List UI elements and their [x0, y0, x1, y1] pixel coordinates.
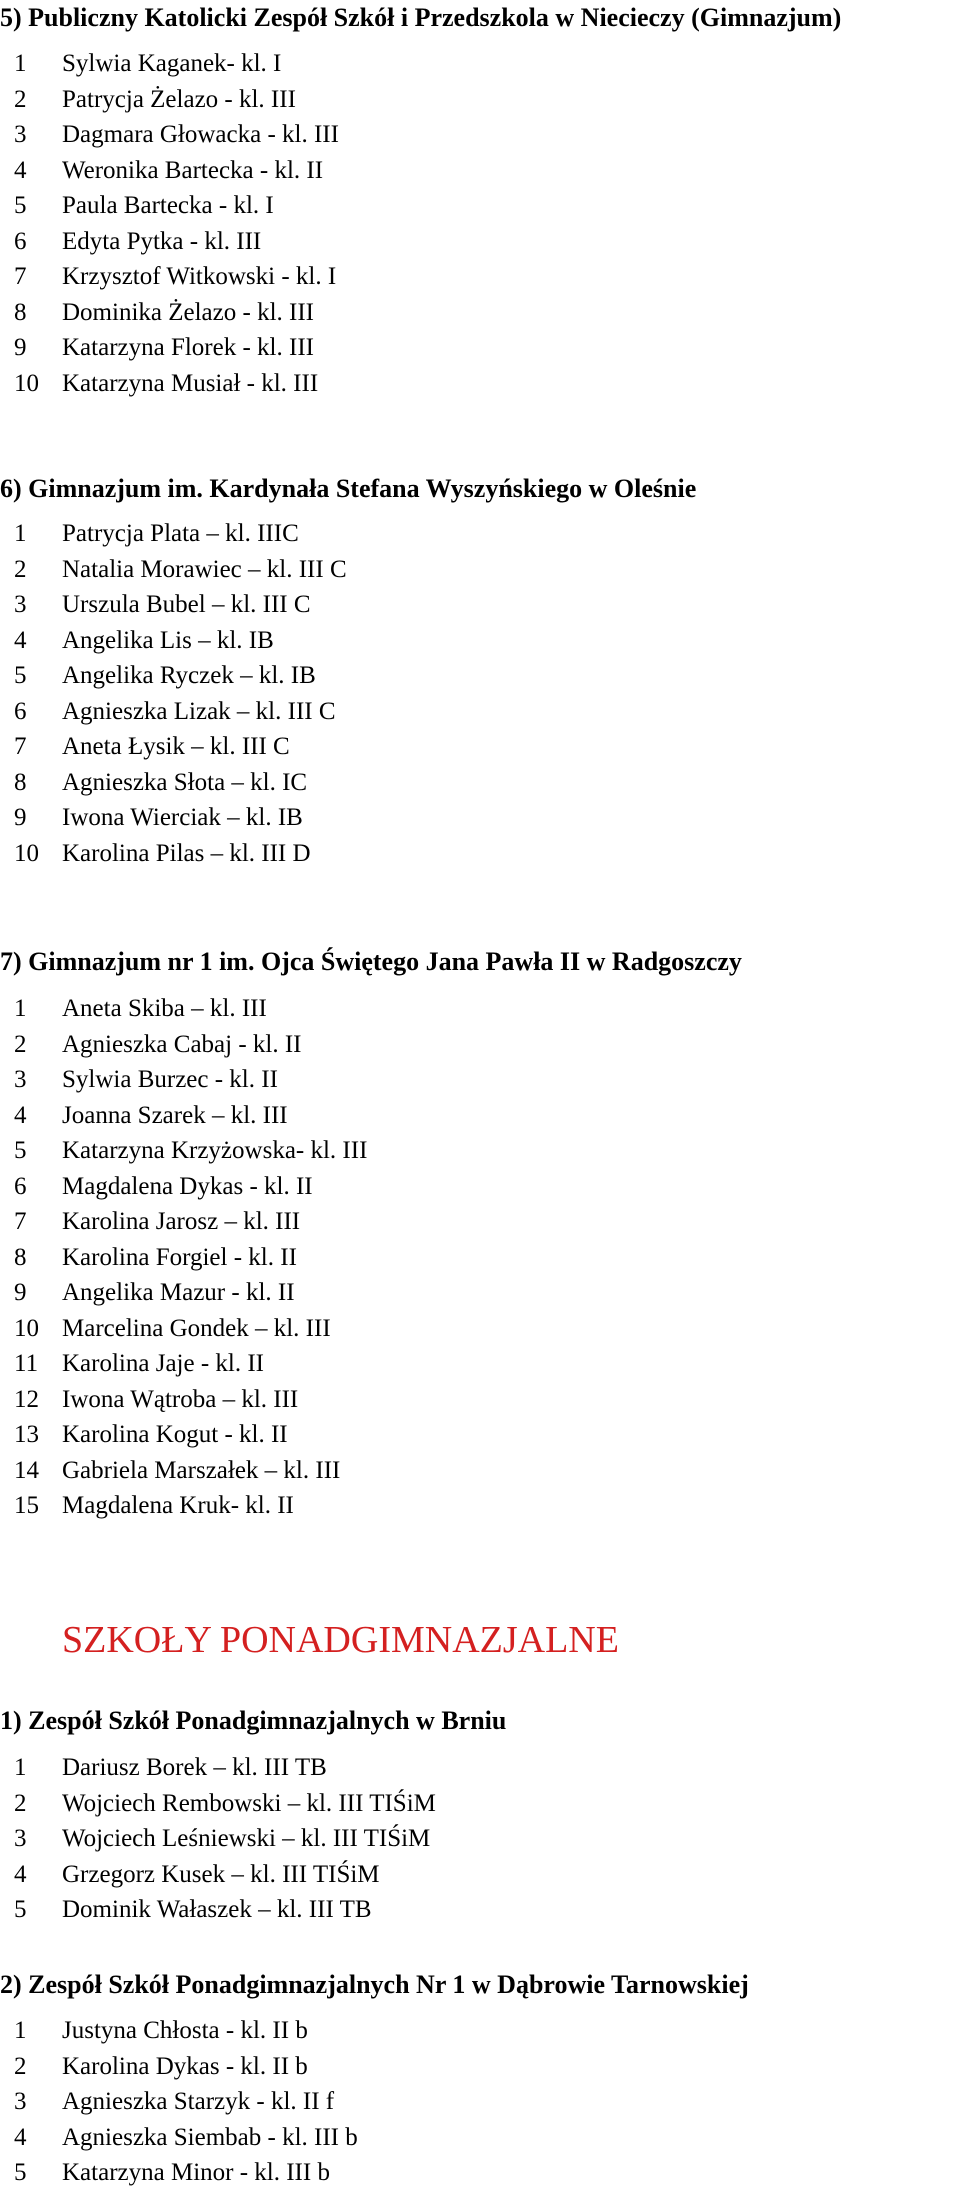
item-number: 10 — [14, 839, 39, 867]
item-number: 15 — [14, 1492, 39, 1519]
item-text: Agnieszka Siembab - kl. III b — [62, 2123, 358, 2151]
item-text: Karolina Kogut - kl. II — [62, 1421, 288, 1448]
item-number: 3 — [14, 121, 27, 148]
item-number: 13 — [14, 1421, 39, 1448]
item-text: Katarzyna Krzyżowska- kl. III — [62, 1137, 368, 1164]
item-text: Joanna Szarek – kl. III — [62, 1101, 288, 1129]
item-text: Magdalena Kruk- kl. II — [62, 1492, 294, 1519]
item-number: 10 — [14, 1314, 39, 1342]
item-text: Marcelina Gondek – kl. III — [62, 1314, 331, 1342]
section-heading-6: 6) Gimnazjum im. Kardynała Stefana Wyszyńskiego w Oleśnie — [0, 474, 697, 503]
item-number: 5 — [14, 1137, 27, 1164]
item-text: Patrycja Plata – kl. IIIC — [62, 520, 299, 547]
item-number: 4 — [14, 626, 27, 654]
item-text: Karolina Pilas – kl. III D — [62, 839, 311, 867]
section-heading-dabrowa: 2) Zespół Szkół Ponadgimnazjalnych Nr 1 w Dąbrowie Tarnowskiej — [0, 1970, 749, 1999]
item-text: Magdalena Dykas - kl. II — [62, 1172, 313, 1200]
item-text: Angelika Ryczek – kl. IB — [62, 662, 316, 689]
item-number: 11 — [14, 1350, 39, 1377]
item-number: 2 — [14, 1030, 27, 1058]
item-number: 14 — [14, 1456, 39, 1484]
item-number: 1 — [14, 50, 27, 77]
item-number: 6 — [14, 697, 27, 725]
item-text: Justyna Chłosta - kl. II b — [62, 2017, 308, 2044]
item-text: Sylwia Kaganek- kl. I — [62, 50, 282, 77]
item-number: 1 — [14, 995, 27, 1022]
item-number: 8 — [14, 768, 27, 796]
item-text: Agnieszka Starzyk - kl. II f — [62, 2088, 335, 2115]
item-number: 4 — [14, 1860, 27, 1888]
item-text: Karolina Jarosz – kl. III — [62, 1208, 301, 1235]
item-text: Dominika Żelazo - kl. III — [62, 298, 314, 326]
item-text: Weronika Bartecka - kl. II — [62, 156, 324, 184]
item-number: 9 — [14, 1279, 27, 1306]
item-text: Wojciech Leśniewski – kl. III TIŚiM — [62, 1825, 431, 1852]
item-text: Karolina Forgiel - kl. II — [62, 1243, 297, 1271]
item-text: Krzysztof Witkowski - kl. I — [62, 263, 337, 290]
item-number: 7 — [14, 1208, 27, 1235]
item-number: 2 — [14, 2052, 27, 2080]
item-number: 5 — [14, 662, 27, 689]
item-number: 8 — [14, 1243, 27, 1271]
item-number: 1 — [14, 2017, 27, 2044]
item-number: 2 — [14, 555, 27, 583]
category-heading: SZKOŁY PONADGIMNAZJALNE — [62, 1619, 619, 1661]
item-number: 12 — [14, 1385, 39, 1413]
item-number: 4 — [14, 156, 27, 184]
item-number: 6 — [14, 227, 27, 255]
item-number: 7 — [14, 733, 27, 760]
item-text: Gabriela Marszałek – kl. III — [62, 1456, 341, 1484]
item-text: Angelika Lis – kl. IB — [62, 626, 274, 654]
item-text: Edyta Pytka - kl. III — [62, 227, 262, 255]
item-text: Natalia Morawiec – kl. III C — [62, 555, 347, 583]
item-text: Agnieszka Cabaj - kl. II — [62, 1030, 302, 1058]
item-text: Wojciech Rembowski – kl. III TIŚiM — [62, 1789, 436, 1817]
item-text: Patrycja Żelazo - kl. III — [62, 85, 296, 113]
item-text: Dominik Wałaszek – kl. III TB — [62, 1896, 372, 1923]
item-text: Karolina Dykas - kl. II b — [62, 2052, 308, 2080]
item-text: Iwona Wątroba – kl. III — [62, 1385, 299, 1413]
item-number: 1 — [14, 1754, 27, 1781]
section-heading-5: 5) Publiczny Katolicki Zespół Szkół i Przedszkola w Niecieczy (Gimnazjum) — [0, 3, 842, 32]
item-text: Katarzyna Minor - kl. III b — [62, 2159, 330, 2186]
item-text: Katarzyna Musiał - kl. III — [62, 369, 319, 397]
item-text: Sylwia Burzec - kl. II — [62, 1066, 278, 1093]
item-text: Dagmara Głowacka - kl. III — [62, 121, 339, 148]
item-number: 3 — [14, 591, 27, 618]
item-number: 5 — [14, 2159, 27, 2186]
item-number: 5 — [14, 192, 27, 219]
item-text: Agnieszka Słota – kl. IC — [62, 768, 308, 796]
item-text: Katarzyna Florek - kl. III — [62, 334, 314, 361]
item-text: Karolina Jaje - kl. II — [62, 1350, 265, 1377]
item-text: Paula Bartecka - kl. I — [62, 192, 274, 219]
item-text: Agnieszka Lizak – kl. III C — [62, 697, 336, 725]
section-heading-brno: 1) Zespół Szkół Ponadgimnazjalnych w Brniu — [0, 1706, 507, 1735]
item-number: 1 — [14, 520, 27, 547]
item-number: 3 — [14, 1066, 27, 1093]
item-number: 6 — [14, 1172, 27, 1200]
item-text: Grzegorz Kusek – kl. III TIŚiM — [62, 1860, 380, 1888]
item-number: 9 — [14, 334, 27, 361]
item-number: 2 — [14, 85, 27, 113]
item-number: 3 — [14, 1825, 27, 1852]
item-text: Aneta Skiba – kl. III — [62, 995, 267, 1022]
item-number: 5 — [14, 1896, 27, 1923]
item-number: 9 — [14, 804, 27, 831]
item-number: 4 — [14, 2123, 27, 2151]
item-text: Dariusz Borek – kl. III TB — [62, 1754, 327, 1781]
item-text: Iwona Wierciak – kl. IB — [62, 804, 303, 831]
item-number: 4 — [14, 1101, 27, 1129]
section-heading-7: 7) Gimnazjum nr 1 im. Ojca Świętego Jana Pawła II w Radgoszczy — [0, 947, 742, 976]
item-number: 8 — [14, 298, 27, 326]
item-text: Urszula Bubel – kl. III C — [62, 591, 311, 618]
item-number: 2 — [14, 1789, 27, 1817]
item-number: 7 — [14, 263, 27, 290]
item-text: Aneta Łysik – kl. III C — [62, 733, 290, 760]
item-text: Angelika Mazur - kl. II — [62, 1279, 295, 1306]
item-number: 10 — [14, 369, 39, 397]
item-number: 3 — [14, 2088, 27, 2115]
